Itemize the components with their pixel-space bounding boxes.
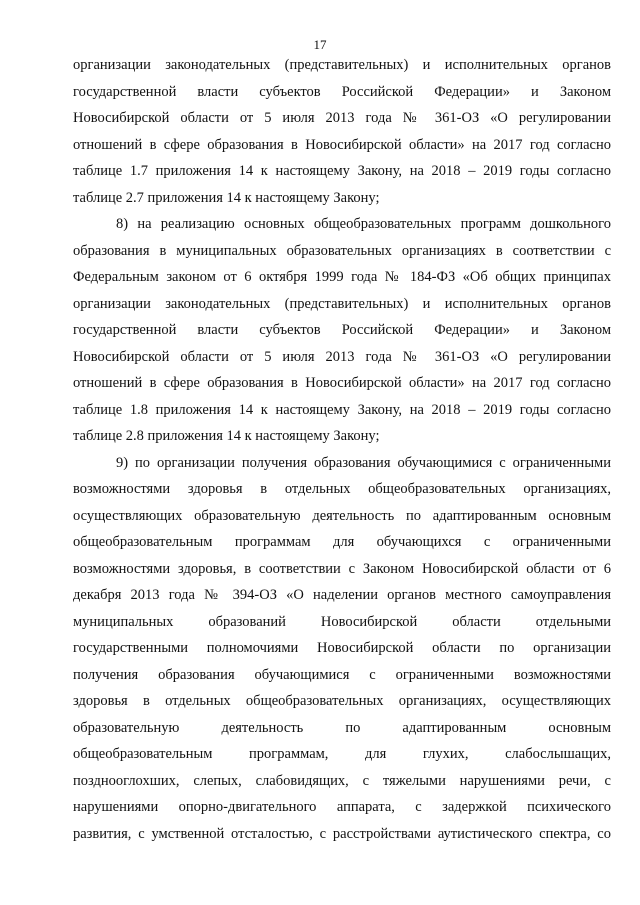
text-line: возможностями здоровья в отдельных общеобразовательных организациях, — [73, 481, 611, 497]
text-line: образования в муниципальных образовательных организациях в соответствии с — [73, 242, 611, 259]
text-line: позднооглохших, слепых, слабовидящих, с тяжелыми нарушениями речи, с — [73, 772, 611, 789]
text-line: отношений в сфере образования в Новосибирской области» на 2017 год согласно — [73, 136, 611, 153]
text-line: таблице 2.7 приложения 14 к настоящему Закону; — [73, 189, 380, 206]
page-number: 17 — [313, 37, 327, 52]
text-line: получения образования обучающимися с ограниченными возможностями — [73, 666, 611, 683]
text-line: 8) на реализацию основных общеобразовательных программ дошкольного — [116, 216, 611, 232]
text-line: 9) по организации получения образования обучающимися с ограниченными — [116, 454, 611, 471]
text-line: нарушениями опорно-двигательного аппарата, с задержкой психического — [73, 799, 611, 815]
text-line: организации законодательных (представительных) и исполнительных органов — [73, 295, 611, 312]
text-line: развития, с умственной отсталостью, с расстройствами аутистического спектра, со — [73, 825, 611, 842]
text-line: таблице 1.7 приложения 14 к настоящему Закону, на 2018 – 2019 годы согласно — [73, 163, 611, 179]
document-body — [73, 52, 611, 847]
text-line: государственной власти субъектов Российской Федерации» и Законом — [73, 322, 611, 338]
text-line: государственной власти субъектов Российской Федерации» и Законом — [73, 83, 611, 100]
text-line: таблице 1.8 приложения 14 к настоящему Закону, на 2018 – 2019 годы согласно — [73, 401, 611, 418]
text-line: декабря 2013 года № 394-ОЗ «О наделении органов местного самоуправления — [73, 587, 611, 603]
text-line: здоровья в отдельных общеобразовательных организациях, осуществляющих — [73, 693, 611, 709]
text-line: государственными полномочиями Новосибирской области по организации — [73, 640, 611, 656]
text-line: Новосибирской области от 5 июля 2013 года № 361-ОЗ «О регулировании — [73, 348, 611, 365]
text-line: Новосибирской области от 5 июля 2013 года № 361-ОЗ «О регулировании — [73, 110, 611, 126]
text-line: Федеральным законом от 6 октября 1999 года № 184-ФЗ «Об общих принципах — [73, 269, 611, 285]
text-line: общеобразовательным программам, для глухих, слабослышащих, — [73, 746, 611, 762]
text-line: организации законодательных (представительных) и исполнительных органов — [73, 57, 611, 73]
text-line: общеобразовательным программам для обучающихся с ограниченными — [73, 534, 611, 550]
text-line: отношений в сфере образования в Новосибирской области» на 2017 год согласно — [73, 375, 611, 391]
text-line: таблице 2.8 приложения 14 к настоящему Закону; — [73, 428, 380, 444]
text-line: осуществляющих образовательную деятельность по адаптированным основным — [73, 507, 611, 524]
text-line: муниципальных образований Новосибирской области отдельными — [73, 613, 611, 630]
text-line: возможностями здоровья, в соответствии с Законом Новосибирской области от 6 — [73, 560, 611, 577]
text-line: образовательную деятельность по адаптированным основным — [73, 719, 611, 736]
